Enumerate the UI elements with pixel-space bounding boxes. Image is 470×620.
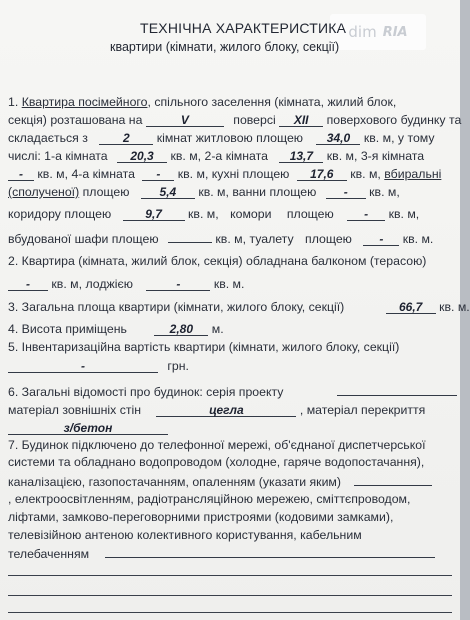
heating-type-field	[354, 474, 432, 486]
s7-line2: системи та обладнано водопроводом (холодне, гаряче водопостачання),	[8, 455, 425, 469]
s6-line2	[8, 403, 425, 417]
s1-text: коридору площею	[8, 207, 112, 221]
bath-area-field: -	[326, 185, 366, 199]
s5-line2	[8, 359, 189, 373]
s1-text: кв. м.	[402, 232, 434, 246]
total-area-field: 66,7	[386, 300, 436, 314]
ceiling-height-field: 2,80	[154, 322, 208, 336]
watermark-text-b: RIA	[382, 24, 408, 40]
s1-text: кв. м,	[388, 207, 420, 221]
rooms-count-field: 2	[99, 131, 153, 145]
wc-combined-underlined: (сполученої)	[8, 185, 80, 199]
s1-text: кв. м, 2-а кімната	[170, 149, 268, 163]
s4-line	[8, 322, 224, 336]
s1-text: , спільного заселення (кімната, жилий блок,	[147, 95, 397, 109]
s7-line7	[8, 546, 435, 561]
s1-text: площею	[82, 185, 130, 199]
wardrobe-area-field	[168, 229, 212, 243]
watermark-text-a: dim	[348, 23, 377, 41]
room1-field: 20,3	[117, 149, 167, 163]
s1-type-underlined: Квартира посімейного	[21, 95, 148, 109]
storage-area-field: -	[347, 207, 385, 221]
wc-type-underlined: вбиральні	[384, 167, 442, 181]
s1-text: кв. м,	[369, 185, 400, 199]
s1-text: площею	[286, 207, 334, 221]
s2-line1: 2. Квартира (кімната, жилий блок, секція) обладнана балконом (терасою)	[8, 254, 427, 268]
s1-line2	[8, 113, 461, 127]
inventory-value-field: -	[8, 359, 158, 373]
ceiling-height-label: 4. Висота приміщень	[8, 322, 127, 336]
wc-area-field: 5,4	[141, 185, 195, 199]
kitchen-area-field: 17,6	[297, 167, 347, 181]
walls-label: матеріал зовнішніх стін	[8, 403, 142, 417]
s1-text: кв. м,	[350, 167, 381, 181]
s7-line6: телевізійною антеною колективного користування, кабельним	[8, 528, 362, 542]
s1-text: комори	[230, 207, 272, 221]
s1-text: площею	[305, 232, 352, 246]
inventory-value-unit: грн.	[167, 359, 189, 373]
s7-line4: , електроосвітленням, радіотрансляційною мережею, сміттєпроводом,	[8, 492, 411, 506]
s6-line3	[8, 421, 168, 435]
room4-field: -	[142, 167, 174, 181]
toilet-area-field: -	[363, 232, 399, 246]
blank-line	[8, 612, 452, 613]
s1-text: поверхового будинку та	[326, 113, 462, 127]
s6-line1	[8, 384, 457, 399]
s1-text: числі: 1-а кімната	[8, 149, 108, 163]
doc-title: ТЕХНІЧНА ХАРАКТЕРИСТИКА	[140, 20, 347, 36]
s5-line1: 5. Інвентаризаційна вартість квартири (кімнати, жилого блоку, секції)	[8, 340, 400, 354]
s7-text: телебаченням	[8, 547, 90, 561]
total-area-label: 3. Загальна площа квартири (кімнати, жилого блоку, секції)	[8, 300, 345, 314]
s1-line4	[8, 149, 424, 163]
s1-line3	[8, 131, 435, 145]
blank-line	[8, 575, 452, 576]
loggia-area-field: -	[146, 277, 210, 291]
s2-line2	[8, 277, 244, 291]
total-area-unit: кв. м.	[439, 300, 470, 314]
s1-number: 1.	[8, 95, 19, 109]
s1-text: складається з	[8, 131, 88, 145]
s1-text: поверсі	[233, 113, 276, 127]
living-area-field: 34,0	[316, 131, 360, 145]
doc-subtitle: квартири (кімнати, жилого блоку, секції)	[110, 40, 340, 54]
s7-line5: ліфтами, замково-переговорними пристроями (кодовими замками),	[8, 510, 394, 524]
s1-text: кв. м, туалету	[215, 232, 294, 246]
s1-line5	[8, 167, 441, 181]
s7-line3	[8, 474, 432, 489]
corridor-area-field: 9,7	[123, 207, 185, 221]
cable-tv-field	[105, 546, 435, 558]
s2-text: кв. м.	[213, 277, 245, 291]
s1-text: кв. м, кухні площею	[177, 167, 290, 181]
project-series-field	[337, 384, 457, 396]
s1-text: кв. м, 4-а кімната	[37, 167, 135, 181]
s2-text: кв. м, лоджією	[51, 277, 133, 291]
s1-line6	[8, 185, 400, 199]
s1-text: секція) розташована на	[8, 113, 143, 127]
s3-line	[8, 300, 470, 314]
ceiling-height-unit: м.	[211, 322, 224, 336]
walls-material-field: цегла	[156, 403, 296, 417]
s7-line1: 7. Будинок підключено до телефонної мережі, об'єднаної диспетчерської	[8, 438, 426, 452]
s1-text: вбудованої шафи площею	[8, 232, 159, 246]
s1-line7	[8, 207, 419, 221]
s1-text: кв. м, у тому	[363, 131, 435, 145]
s1-line8	[8, 229, 433, 246]
balcony-area-field: -	[8, 277, 48, 291]
floor-field: V	[146, 113, 224, 127]
s1-text: кв. м,	[188, 207, 219, 221]
s1-line1	[8, 95, 396, 109]
project-series-label: 6. Загальні відомості про будинок: серія проекту	[8, 385, 284, 399]
floors-total-field: XII	[279, 113, 323, 127]
s1-text: кімнат житловою площею	[156, 131, 304, 145]
room2-field: 13,7	[279, 149, 323, 163]
s1-text: кв. м, 3-я кімната	[326, 149, 425, 163]
blank-line	[8, 595, 452, 596]
s1-text: кв. м, ванни площею	[198, 185, 317, 199]
slab-label: , матеріал перекриття	[299, 403, 426, 417]
slab-material-field: з/бетон	[8, 421, 168, 435]
s7-text: каналізацією, газопостачанням, опаленням (указати яким)	[8, 475, 341, 489]
room3-field: -	[8, 167, 34, 181]
